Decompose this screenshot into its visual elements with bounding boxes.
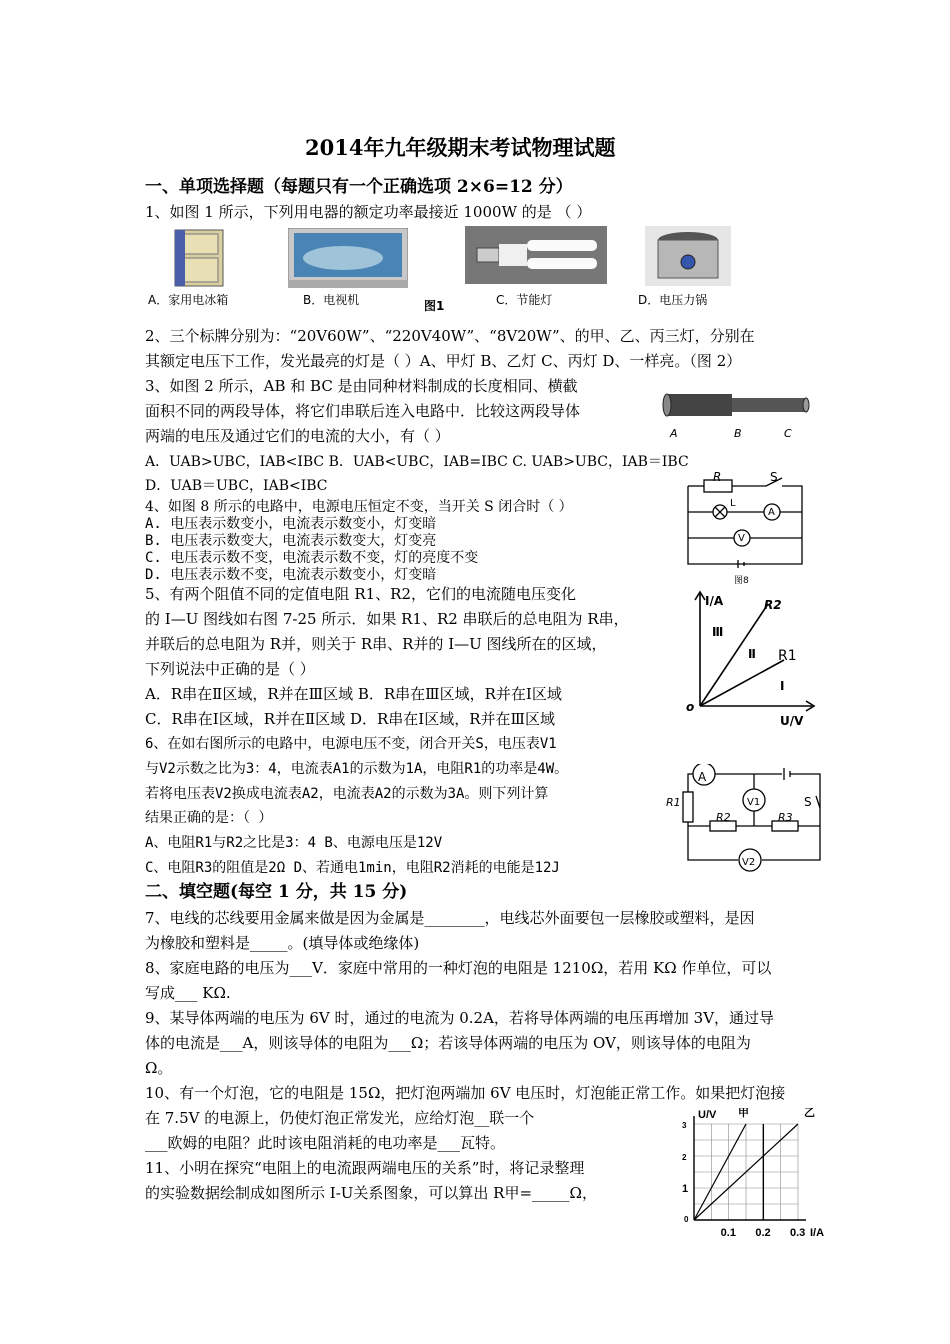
caption-a: A．家用电冰箱	[148, 293, 229, 307]
question-10-line-3: ___欧姆的电阻？此时该电阻消耗的电功率是___瓦特。	[145, 1134, 506, 1152]
question-10-line-1: 10、有一个灯泡，它的电阻是 15Ω，把灯泡两端加 6V 电压时，灯泡能正常工作。如果把灯泡接	[145, 1084, 786, 1102]
tick-x-0: 0	[684, 1215, 689, 1224]
label-a: A	[670, 427, 678, 440]
series-label-0: 甲	[738, 1108, 749, 1119]
page-title: 2014年九年级期末考试物理试题	[305, 135, 616, 160]
question-5-line-1: 5、有两个阻值不同的定值电阻 R1、R2，它们的电流随电压变化	[145, 585, 576, 603]
fridge-image	[155, 228, 225, 288]
tick-y-label: 2	[682, 1153, 687, 1162]
question-4-stem: 4、如图 8 所示的电路中，电源电压恒定不变，当开关 S 闭合时（ ）	[145, 499, 573, 515]
voltmeter-v1-label: V1	[747, 797, 761, 808]
question-10-line-2: 在 7.5V 的电源上，仍使灯泡正常发光，应给灯泡__联一个	[145, 1109, 535, 1127]
question-11-line-2: 的实验数据绘制成如图所示 I-U关系图象，可以算出 R甲=_____Ω，	[145, 1184, 597, 1202]
zone-2: Ⅱ	[748, 647, 756, 661]
circuit-figure-8	[682, 466, 812, 580]
resistor-r3-label: R3	[778, 811, 793, 824]
question-2-line-2: 其额定电压下工作，发光最亮的灯是（ ）A、甲灯 B、乙灯 C、丙灯 D、一样亮。（图 2）	[145, 352, 742, 370]
label-c: C	[784, 427, 792, 440]
line-r1-label: R1	[778, 648, 797, 664]
tick-x-label: 0.2	[755, 1227, 771, 1236]
label-s: S	[770, 470, 778, 484]
voltmeter-v2-label: V2	[742, 857, 756, 868]
resistor-r2-label: R2	[716, 811, 731, 824]
voltmeter-label: V	[738, 533, 745, 544]
question-5-options-cd: C．R串在Ⅰ区域，R并在Ⅱ区域 D．R串在Ⅰ区域，R并在Ⅲ区域	[145, 710, 555, 728]
question-4-option-a: A. 电压表示数变小，电流表示数变小，灯变暗	[145, 516, 437, 532]
question-6-option-ab: A、电阻R1与R2之比是3：4 B、电源电压是12V	[145, 835, 443, 851]
series-label-1: 乙	[804, 1108, 815, 1119]
question-6-line-3: 若将电压表V2换成电流表A2，电流表A2的示数为3A。则下列计算	[145, 786, 549, 802]
axis-y-title: U/V	[698, 1109, 717, 1121]
caption-c: C．节能灯	[496, 293, 553, 307]
caption-b: B．电视机	[303, 293, 360, 307]
line-r2-label: R2	[764, 598, 782, 612]
question-6-option-cd: C、电阻R3的阻值是2Ω D、若通电1min，电阻R2消耗的电能是12J	[145, 860, 560, 876]
question-5-line-2: 的 I—U 图线如右图 7-25 所示．如果 R1、R2 串联后的总电阻为 R串，	[145, 610, 629, 628]
question-5-line-3: 并联后的总电阻为 R并，则关于 R串、R并的 I—U 图线所在的区域，	[145, 635, 607, 653]
section-heading-fill: 二、填空题(每空 1 分，共 15 分)	[145, 882, 408, 902]
label-r: R	[713, 470, 722, 484]
question-5-line-4: 下列说法中正确的是（ ）	[145, 660, 315, 678]
ammeter-a-label: A	[698, 770, 707, 784]
question-3-options-abc: A．UAB>UBC，IAB<IBC B．UAB<UBC，IAB=IBC C. UAB>UBC，IAB＝IBC	[145, 454, 689, 470]
axis-x-label: U/V	[780, 714, 804, 728]
label-b: B	[734, 427, 742, 440]
figure-8-label: 图8	[734, 576, 749, 586]
question-8-line-1: 8、家庭电路的电压为___V．家庭中常用的一种灯泡的电阻是 1210Ω，若用 KΩ 作单位，可以	[145, 959, 772, 977]
question-8-line-2: 写成___ KΩ.	[145, 984, 231, 1002]
zone-1: Ⅰ	[780, 679, 785, 693]
tick-x-label: 0.1	[720, 1227, 736, 1236]
ui-chart-q11	[668, 1108, 838, 1236]
question-4-option-c: C. 电压表示数不变，电流表示数不变，灯的亮度不变	[145, 550, 479, 566]
tick-y-label: 1	[682, 1183, 689, 1195]
ammeter-label: A	[768, 507, 775, 518]
question-6-line-4: 结果正确的是：（ ）	[145, 810, 273, 826]
figure-1-label: 图1	[424, 299, 445, 313]
question-7-line-2: 为橡胶和塑料是_____。(填导体或绝缘体)	[145, 934, 420, 952]
question-4-option-b: B. 电压表示数变大，电流表示数变大，灯变亮	[145, 533, 437, 549]
tick-x-label: 0.3	[790, 1227, 806, 1236]
caption-d: D．电压力锅	[638, 293, 708, 307]
question-1: 1、如图 1 所示，下列用电器的额定功率最接近 1000W 的是 （ ）	[145, 203, 592, 221]
zone-3: Ⅲ	[712, 625, 724, 639]
question-2-line-1: 2、三个标牌分别为：“20V60W”、“220V40W”、“8V20W”、的甲、乙、丙三灯，分别在	[145, 327, 755, 345]
question-3-line-3: 两端的电压及通过它们的电流的大小，有（ ）	[145, 427, 450, 445]
switch-s-label: S	[804, 795, 812, 809]
tv-image	[288, 228, 408, 288]
question-6-line-1: 6、在如右图所示的电路中，电源电压不变，闭合开关S，电压表V1	[145, 736, 557, 752]
question-3-line-2: 面积不同的两段导体，将它们串联后连入电路中．比较这两段导体	[145, 402, 581, 420]
question-4-option-d: D. 电压表示数不变，电流表示数变小，灯变暗	[145, 567, 437, 583]
bulb-image	[465, 226, 607, 284]
question-3-option-d: D．UAB＝UBC，IAB<IBC	[145, 478, 328, 494]
axis-y-label: I/A	[705, 594, 724, 608]
ui-chart-svg	[668, 1108, 838, 1236]
question-9-line-2: 体的电流是___A，则该导体的电阻为___Ω；若该导体两端的电压为 OV，则该导体的电阻为	[145, 1034, 751, 1052]
origin-label: o	[686, 700, 695, 714]
resistor-r1-label: R1	[666, 796, 681, 809]
question-7-line-1: 7、电线的芯线要用金属来做是因为金属是________，电线芯外面要包一层橡胶或塑料，是因	[145, 909, 755, 927]
section-heading-choice: 一、单项选择题（每题只有一个正确选项 2×6=12 分）	[145, 177, 573, 197]
axis-x-title: I/A	[810, 1227, 825, 1236]
question-5-options-ab: A．R串在Ⅱ区域，R并在Ⅲ区域 B．R串在Ⅲ区域，R并在Ⅰ区域	[145, 685, 562, 703]
question-3-line-1: 3、如图 2 所示，AB 和 BC 是由同种材料制成的长度相同、横截	[145, 377, 578, 395]
question-6-line-2: 与V2示数之比为3：4，电流表A1的示数为1A，电阻R1的功率是4W。	[145, 761, 569, 777]
label-l: L	[730, 498, 736, 509]
tick-y-label: 3	[682, 1121, 687, 1130]
question-9-line-3: Ω。	[145, 1059, 173, 1077]
question-9-line-1: 9、某导体两端的电压为 6V 时，通过的电流为 0.2A，若将导体两端的电压再增加 3V，通过导	[145, 1009, 775, 1027]
pressure-cooker-image	[645, 226, 731, 286]
question-11-line-1: 11、小明在探究“电阻上的电流跟两端电压的关系”时，将记录整理	[145, 1159, 585, 1177]
